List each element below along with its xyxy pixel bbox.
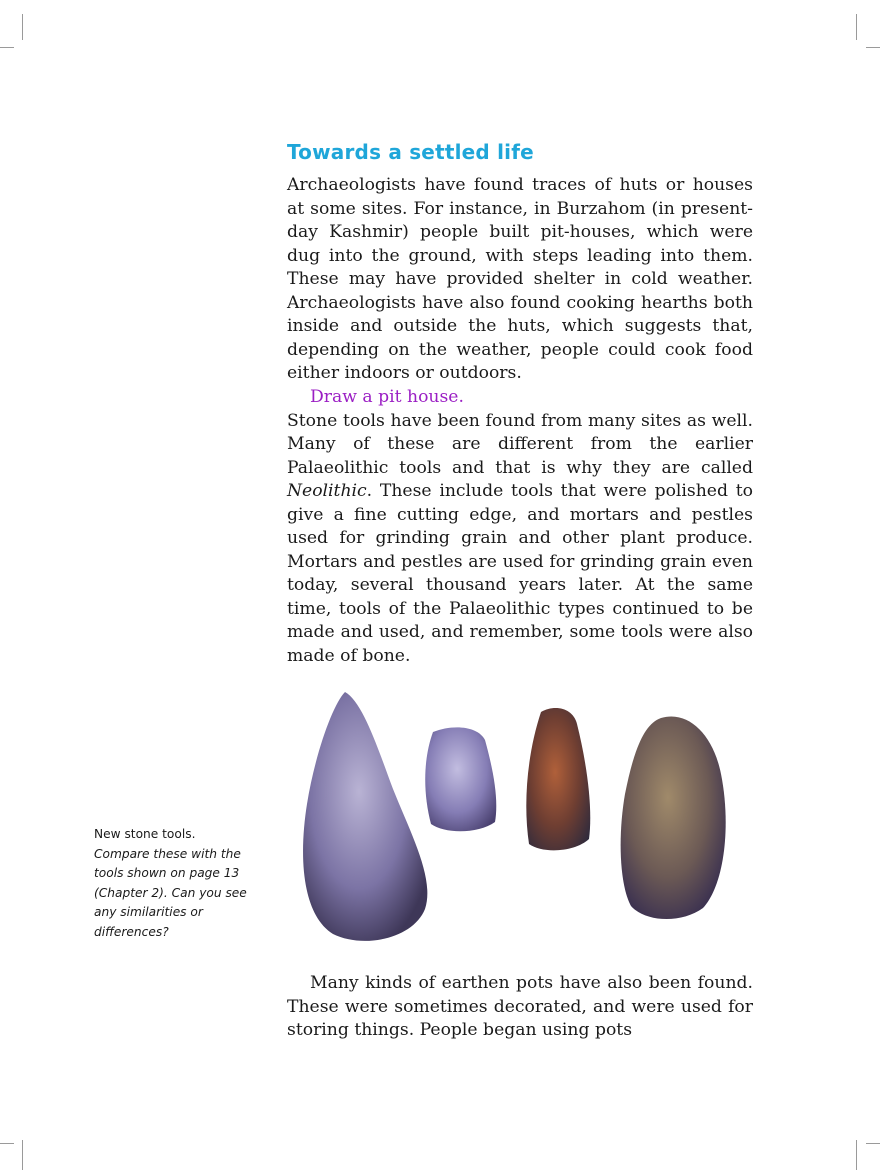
term-neolithic: Neolithic [287,481,367,501]
stone-tool-oval [621,716,726,919]
crop-mark [22,14,23,40]
crop-mark [0,1143,14,1144]
paragraph-body [287,386,753,668]
paragraph-pit-houses: Archaeologists have found traces of huts or houses at some sites. For instance, in Burzahom (in present-day Kashmir) people built pit-houses, which were dug into the ground, with steps leading into them. These may have provided shelter in cold weather. Archaeologists have also found cooking hearths both inside and outside the huts, which suggests that, depending on the weather, people could cook food either indoors or outdoors. [287,175,753,383]
section-heading: Towards a settled life [287,140,534,164]
text-run: Stone tools have been found from many sites as well. Many of these are different from the earlier Palaeolithic tools and that is why they are called [287,410,753,478]
crop-mark [0,47,14,48]
paragraph-pots: Many kinds of earthen pots have also been found. These were sometimes decorated, and were used for storing things. People began using pots [287,973,753,1040]
crop-mark [856,14,857,40]
stone-tool-small [425,727,496,831]
crop-mark [856,1140,857,1170]
caption-title: New stone tools. [94,827,196,841]
stone-tools-photo [293,684,753,954]
stone-tool-rust [526,708,590,850]
text-run: . These include tools that were polished to give a fine cutting edge, and mortars and pestles used for grinding grain and other plant produce. Mortars and pestles are used for grinding grain even today, several thousand years later. At the same time, tools of the Palaeolithic types continued to be made and used, and remember, some tools were also made of bone. [287,481,753,666]
figure-caption [94,825,254,942]
crop-mark [866,1143,880,1144]
crop-mark [866,47,880,48]
crop-mark [22,1140,23,1170]
caption-body: Compare these with the tools shown on page 13 (Chapter 2). Can you see any similarities or differences? [94,846,247,939]
stone-tool-large [303,692,427,941]
activity-prompt: Draw a pit house. [310,387,464,407]
